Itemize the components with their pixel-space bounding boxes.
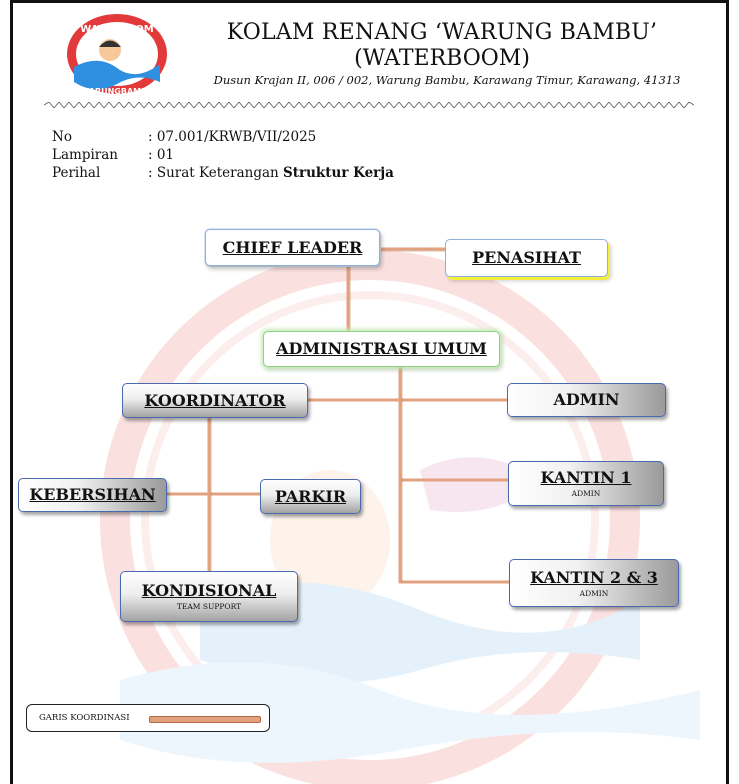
chief-leader-box (205, 229, 380, 266)
chief-leader-label: CHIEF LEADER (222, 237, 363, 257)
kondisional-sublabel: TEAM SUPPORT (176, 602, 242, 611)
kantin-2-3-label: KANTIN 2 & 3 (530, 567, 658, 587)
kantin-2-3-box (509, 559, 679, 607)
document-title: KOLAM RENANG ‘WARUNG BAMBU’ (226, 20, 658, 45)
letter-subject: Perihal : Surat Keterangan Struktur Kerja (52, 165, 394, 181)
administrasi-umum-box (263, 331, 500, 367)
kantin-1-box (508, 461, 664, 506)
parkir-box (260, 479, 361, 514)
kebersihan-box (18, 478, 167, 512)
kantin-2-3-sublabel: ADMIN (579, 588, 609, 598)
kondisional-box (120, 571, 298, 622)
svg-text:WATERBOOM: WATERBOOM (80, 24, 154, 35)
letter-number: No : 07.001/KRWB/VII/2025 (52, 129, 317, 145)
admin-box (507, 383, 666, 417)
legend-line-sample (149, 716, 261, 723)
svg-text:WARUNGBAMBU: WARUNGBAMBU (80, 87, 154, 96)
letter-attachment: Lampiran : 01 (52, 147, 175, 163)
koordinator-label: KOORDINATOR (144, 390, 286, 410)
penasihat-label: PENASIHAT (472, 248, 581, 267)
parkir-label: PARKIR (274, 486, 347, 506)
penasihat-box (445, 239, 608, 277)
administrasi-umum-label: ADMINISTRASI UMUM (276, 339, 487, 358)
legend-box (26, 704, 270, 732)
legend-label: GARIS KOORDINASI (39, 713, 130, 723)
document-subtitle: (WATERBOOM) (354, 46, 530, 71)
kebersihan-label: KEBERSIHAN (29, 485, 156, 504)
kondisional-label: KONDISIONAL (141, 581, 277, 600)
address-line: Dusun Krajan II, 006 / 002, Warung Bambu, Karawang Timur, Karawang, 41313 (213, 73, 681, 87)
admin-label: ADMIN (553, 390, 620, 409)
kantin-1-label: KANTIN 1 (540, 468, 632, 487)
koordinator-box (122, 383, 308, 418)
kantin-1-sublabel: ADMIN (571, 489, 601, 498)
